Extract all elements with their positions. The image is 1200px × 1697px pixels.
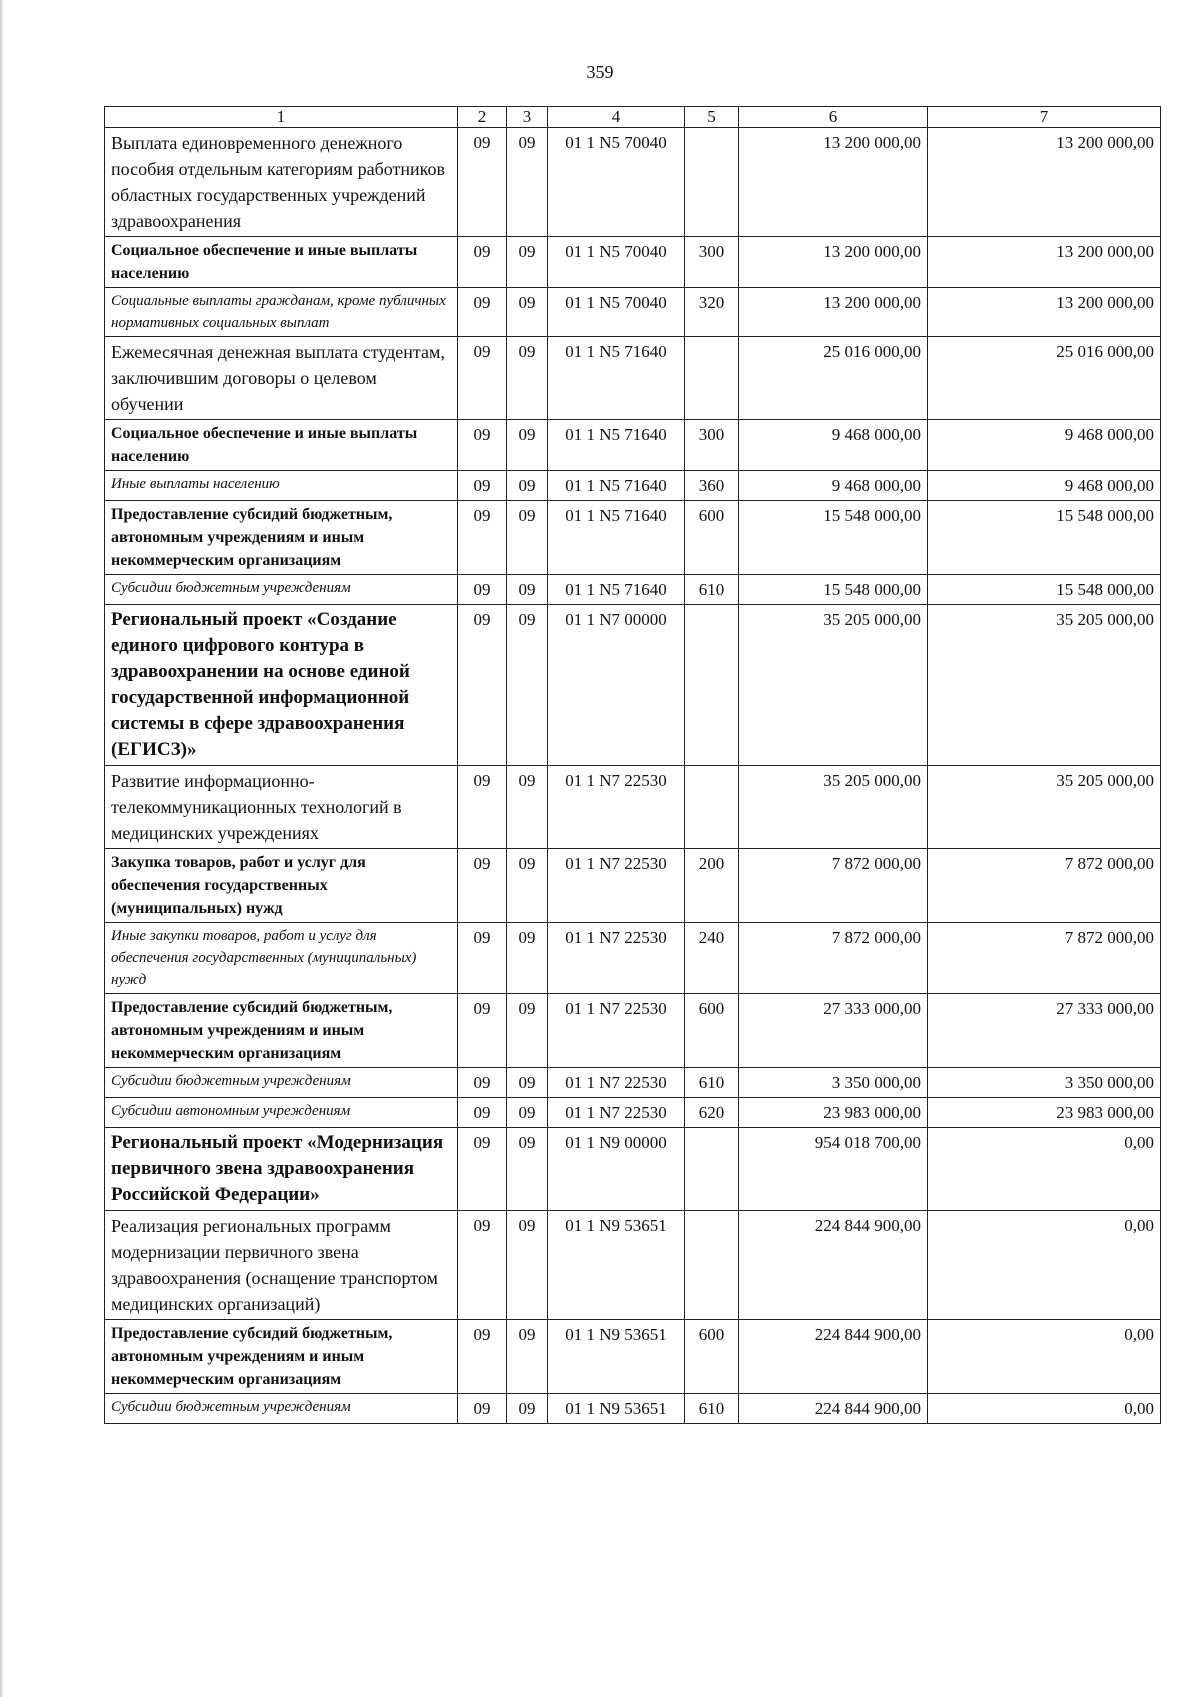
amount-year-1: 13 200 000,00 — [739, 288, 928, 337]
amount-year-2: 13 200 000,00 — [928, 237, 1161, 288]
table-body — [105, 128, 1161, 1424]
section-code: 09 — [458, 288, 507, 337]
amount-year-1: 954 018 700,00 — [739, 1128, 928, 1211]
amount-year-2: 15 548 000,00 — [928, 501, 1161, 575]
section-code: 09 — [458, 994, 507, 1068]
expense-type-code: 360 — [685, 471, 739, 501]
amount-year-2: 13 200 000,00 — [928, 128, 1161, 237]
target-article-code: 01 1 N5 71640 — [548, 471, 685, 501]
amount-year-1: 9 468 000,00 — [739, 471, 928, 501]
target-article-code: 01 1 N7 22530 — [548, 923, 685, 994]
section-code: 09 — [458, 605, 507, 766]
target-article-code: 01 1 N5 71640 — [548, 575, 685, 605]
table-row — [105, 1211, 1161, 1320]
expense-type-code — [685, 605, 739, 766]
table-row — [105, 337, 1161, 420]
table-row — [105, 237, 1161, 288]
amount-year-2: 7 872 000,00 — [928, 923, 1161, 994]
expense-type-code: 610 — [685, 1068, 739, 1098]
table-row — [105, 1068, 1161, 1098]
target-article-code: 01 1 N5 70040 — [548, 128, 685, 237]
target-article-code: 01 1 N5 70040 — [548, 237, 685, 288]
column-header: 7 — [928, 107, 1161, 128]
row-description: Субсидии бюджетным учреждениям — [105, 1068, 458, 1098]
expense-type-code — [685, 128, 739, 237]
target-article-code: 01 1 N7 22530 — [548, 994, 685, 1068]
row-description: Развитие информационно-телекоммуникационных технологий в медицинских учреждениях — [105, 766, 458, 849]
subsection-code: 09 — [507, 923, 548, 994]
amount-year-2: 3 350 000,00 — [928, 1068, 1161, 1098]
table-row — [105, 288, 1161, 337]
expense-type-code: 200 — [685, 849, 739, 923]
amount-year-1: 9 468 000,00 — [739, 420, 928, 471]
column-header: 4 — [548, 107, 685, 128]
target-article-code: 01 1 N5 71640 — [548, 501, 685, 575]
table-row — [105, 1394, 1161, 1424]
subsection-code: 09 — [507, 1068, 548, 1098]
target-article-code: 01 1 N9 53651 — [548, 1320, 685, 1394]
expense-type-code: 320 — [685, 288, 739, 337]
row-description: Закупка товаров, работ и услуг для обеспечения государственных (муниципальных) нужд — [105, 849, 458, 923]
amount-year-2: 35 205 000,00 — [928, 605, 1161, 766]
amount-year-2: 13 200 000,00 — [928, 288, 1161, 337]
subsection-code: 09 — [507, 849, 548, 923]
expense-type-code — [685, 1128, 739, 1211]
column-header: 2 — [458, 107, 507, 128]
table-row — [105, 605, 1161, 766]
subsection-code: 09 — [507, 337, 548, 420]
section-code: 09 — [458, 1320, 507, 1394]
table-row — [105, 1320, 1161, 1394]
column-header: 6 — [739, 107, 928, 128]
subsection-code: 09 — [507, 766, 548, 849]
amount-year-2: 0,00 — [928, 1128, 1161, 1211]
subsection-code: 09 — [507, 605, 548, 766]
column-header: 1 — [105, 107, 458, 128]
subsection-code: 09 — [507, 128, 548, 237]
amount-year-1: 25 016 000,00 — [739, 337, 928, 420]
row-description: Социальное обеспечение и иные выплаты населению — [105, 237, 458, 288]
section-code: 09 — [458, 1128, 507, 1211]
amount-year-1: 224 844 900,00 — [739, 1394, 928, 1424]
row-description: Региональный проект «Модернизация первичного звена здравоохранения Российской Федерации» — [105, 1128, 458, 1211]
amount-year-2: 0,00 — [928, 1394, 1161, 1424]
amount-year-2: 9 468 000,00 — [928, 471, 1161, 501]
table-row — [105, 128, 1161, 237]
row-description: Предоставление субсидий бюджетным, автономным учреждениям и иным некоммерческим организациям — [105, 1320, 458, 1394]
table-row — [105, 471, 1161, 501]
section-code: 09 — [458, 471, 507, 501]
section-code: 09 — [458, 923, 507, 994]
target-article-code: 01 1 N7 00000 — [548, 605, 685, 766]
amount-year-1: 27 333 000,00 — [739, 994, 928, 1068]
table-row — [105, 575, 1161, 605]
expense-type-code: 240 — [685, 923, 739, 994]
amount-year-2: 7 872 000,00 — [928, 849, 1161, 923]
target-article-code: 01 1 N7 22530 — [548, 849, 685, 923]
amount-year-1: 7 872 000,00 — [739, 849, 928, 923]
row-description: Предоставление субсидий бюджетным, автономным учреждениям и иным некоммерческим организациям — [105, 501, 458, 575]
section-code: 09 — [458, 501, 507, 575]
section-code: 09 — [458, 337, 507, 420]
expense-type-code: 620 — [685, 1098, 739, 1128]
subsection-code: 09 — [507, 575, 548, 605]
target-article-code: 01 1 N9 00000 — [548, 1128, 685, 1211]
row-description: Региональный проект «Создание единого цифрового контура в здравоохранении на основе единой государственной информационной системы в сфере здравоохранения (ЕГИСЗ)» — [105, 605, 458, 766]
amount-year-1: 15 548 000,00 — [739, 575, 928, 605]
table-row — [105, 1128, 1161, 1211]
amount-year-1: 224 844 900,00 — [739, 1320, 928, 1394]
expense-type-code: 300 — [685, 420, 739, 471]
subsection-code: 09 — [507, 1211, 548, 1320]
expense-type-code: 610 — [685, 575, 739, 605]
section-code: 09 — [458, 420, 507, 471]
row-description: Социальные выплаты гражданам, кроме публичных нормативных социальных выплат — [105, 288, 458, 337]
section-code: 09 — [458, 1394, 507, 1424]
table-row — [105, 994, 1161, 1068]
budget-table — [104, 106, 1161, 1424]
subsection-code: 09 — [507, 501, 548, 575]
amount-year-1: 13 200 000,00 — [739, 128, 928, 237]
table-row — [105, 766, 1161, 849]
table-row — [105, 849, 1161, 923]
amount-year-2: 0,00 — [928, 1211, 1161, 1320]
target-article-code: 01 1 N5 71640 — [548, 420, 685, 471]
subsection-code: 09 — [507, 1128, 548, 1211]
amount-year-1: 13 200 000,00 — [739, 237, 928, 288]
section-code: 09 — [458, 766, 507, 849]
subsection-code: 09 — [507, 1098, 548, 1128]
amount-year-1: 3 350 000,00 — [739, 1068, 928, 1098]
subsection-code: 09 — [507, 994, 548, 1068]
row-description: Иные закупки товаров, работ и услуг для обеспечения государственных (муниципальных) нужд — [105, 923, 458, 994]
row-description: Иные выплаты населению — [105, 471, 458, 501]
expense-type-code: 300 — [685, 237, 739, 288]
expense-type-code — [685, 1211, 739, 1320]
table-row — [105, 420, 1161, 471]
subsection-code: 09 — [507, 420, 548, 471]
target-article-code: 01 1 N7 22530 — [548, 766, 685, 849]
expense-type-code — [685, 337, 739, 420]
row-description: Субсидии бюджетным учреждениям — [105, 575, 458, 605]
amount-year-2: 9 468 000,00 — [928, 420, 1161, 471]
target-article-code: 01 1 N9 53651 — [548, 1394, 685, 1424]
target-article-code: 01 1 N9 53651 — [548, 1211, 685, 1320]
subsection-code: 09 — [507, 237, 548, 288]
table-row — [105, 1098, 1161, 1128]
header-row — [105, 107, 1161, 128]
section-code: 09 — [458, 128, 507, 237]
amount-year-2: 23 983 000,00 — [928, 1098, 1161, 1128]
target-article-code: 01 1 N5 71640 — [548, 337, 685, 420]
amount-year-1: 35 205 000,00 — [739, 766, 928, 849]
target-article-code: 01 1 N5 70040 — [548, 288, 685, 337]
amount-year-1: 23 983 000,00 — [739, 1098, 928, 1128]
row-description: Реализация региональных программ модернизации первичного звена здравоохранения (оснащение транспортом медицинских организаций) — [105, 1211, 458, 1320]
table-row — [105, 501, 1161, 575]
section-code: 09 — [458, 1068, 507, 1098]
scan-edge — [0, 0, 4, 1697]
subsection-code: 09 — [507, 1394, 548, 1424]
target-article-code: 01 1 N7 22530 — [548, 1098, 685, 1128]
column-header: 3 — [507, 107, 548, 128]
section-code: 09 — [458, 1098, 507, 1128]
table-row — [105, 923, 1161, 994]
section-code: 09 — [458, 237, 507, 288]
expense-type-code: 600 — [685, 994, 739, 1068]
subsection-code: 09 — [507, 288, 548, 337]
amount-year-1: 7 872 000,00 — [739, 923, 928, 994]
column-header: 5 — [685, 107, 739, 128]
amount-year-2: 35 205 000,00 — [928, 766, 1161, 849]
subsection-code: 09 — [507, 1320, 548, 1394]
amount-year-2: 27 333 000,00 — [928, 994, 1161, 1068]
amount-year-1: 15 548 000,00 — [739, 501, 928, 575]
amount-year-1: 35 205 000,00 — [739, 605, 928, 766]
row-description: Ежемесячная денежная выплата студентам, заключившим договоры о целевом обучении — [105, 337, 458, 420]
amount-year-2: 0,00 — [928, 1320, 1161, 1394]
expense-type-code — [685, 766, 739, 849]
subsection-code: 09 — [507, 471, 548, 501]
row-description: Субсидии автономным учреждениям — [105, 1098, 458, 1128]
row-description: Предоставление субсидий бюджетным, автономным учреждениям и иным некоммерческим организациям — [105, 994, 458, 1068]
expense-type-code: 610 — [685, 1394, 739, 1424]
expense-type-code: 600 — [685, 1320, 739, 1394]
amount-year-2: 25 016 000,00 — [928, 337, 1161, 420]
amount-year-2: 15 548 000,00 — [928, 575, 1161, 605]
amount-year-1: 224 844 900,00 — [739, 1211, 928, 1320]
expense-type-code: 600 — [685, 501, 739, 575]
section-code: 09 — [458, 575, 507, 605]
target-article-code: 01 1 N7 22530 — [548, 1068, 685, 1098]
section-code: 09 — [458, 1211, 507, 1320]
row-description: Социальное обеспечение и иные выплаты населению — [105, 420, 458, 471]
section-code: 09 — [458, 849, 507, 923]
row-description: Выплата единовременного денежного пособия отдельным категориям работников областных государственных учреждений здравоохранения — [105, 128, 458, 237]
page-number: 359 — [586, 62, 614, 82]
row-description: Субсидии бюджетным учреждениям — [105, 1394, 458, 1424]
